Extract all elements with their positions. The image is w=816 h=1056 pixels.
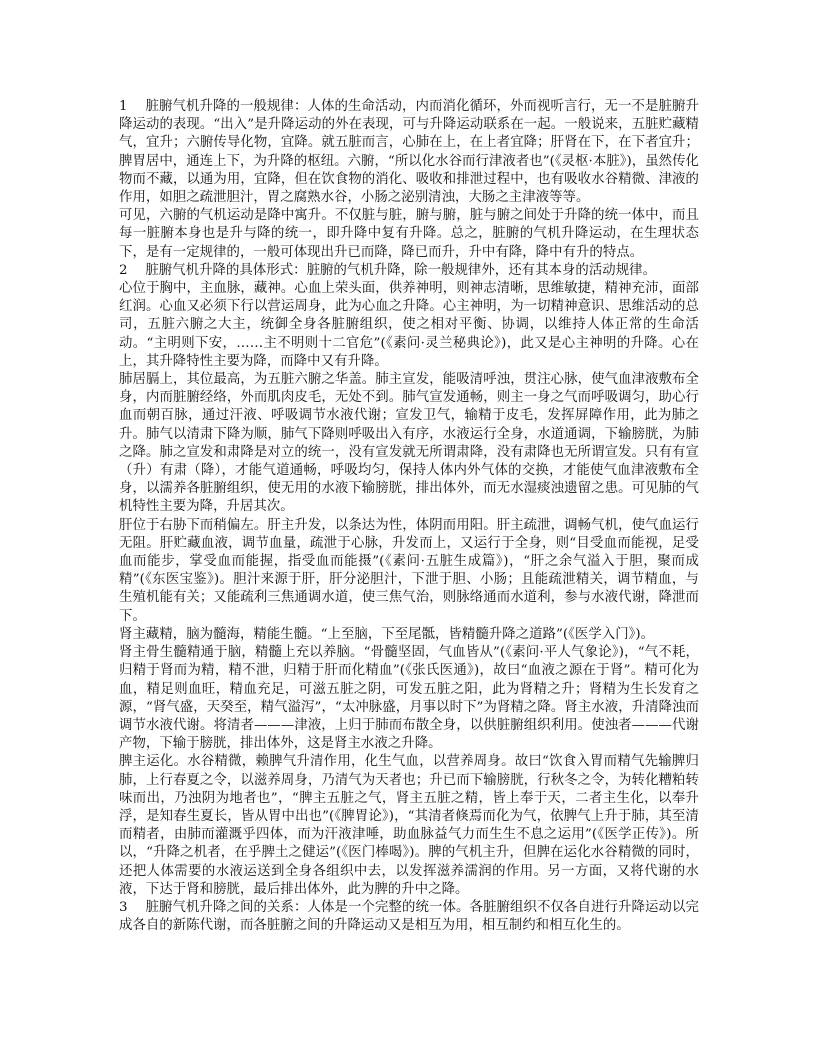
paragraph-lung: 肺居膈上，其位最高，为五脏六腑之华盖。肺主宣发，能吸清呼浊，贯注心脉，使气血津液敷布全身，内而脏腑经络，外而肌肉皮毛，无处不到。肺气宣发通畅，则主一身之气而呼吸调匀，助心行血而朝百脉，通过汗液、呼吸调节水液代谢；宣发卫气，输精于皮毛，发挥屏障作用，此为肺之升。肺气以清肃下降为顺，肺气下降则呼吸出入有序，水液运行全身，水道通调，下输膀胱，为肺之降。肺之宣发和肃降是对立的统一，没有宣发就无所谓肃降，没有肃降也无所谓宣发。只有有宣（升）有肃（降），才能气道通畅，呼吸均匀，保持人体内外气体的交换，才能使气血津液敷布全身，以濡养各脏腑组织，使无用的水液下输膀胱，排出体外，而无水湿痰浊遗留之患。可见肺的气机特性主要为降，升居其次。 [119, 372, 699, 515]
paragraph-kidney-marrow: 肾主骨生髓精通于脑，精髓上充以养脑。“骨髓坚固，气血皆从”(《素问·平人气象论》)，“气不耗，归精于肾而为精，精不泄，归精于肝而化精血”(《张氏医通》)，故曰“血液之源在于肾”。精可化为血，精足则血旺，精血充足，可滋五脏之阴，可发五脏之阳，此为肾精之升；肾精为生长发育之源，“肾气盛，天癸至，精气溢泻”，“太冲脉盛，月事以时下”为肾精之降。肾主水液，升清降浊而调节水液代谢。将清者———津液，上归于肺而布散全身，以供脏腑组织利用。使浊者———代谢产物，下输于膀胱，排出体外，这是肾主水液之升降。 [119, 645, 699, 752]
paragraph-six-fu-ascending: 可见，六腑的气机运动是降中寓升。不仅脏与脏，腑与腑，脏与腑之间处于升降的统一体中，而且每一脏腑本身也是升与降的统一，即升降中复有升降。总之，脏腑的气机升降运动，在生理状态下，是有一定规律的，一般可体现出升已而降，降已而升，升中有降，降中有升的特点。 [119, 208, 699, 260]
paragraph-liver: 肝位于右胁下而稍偏左。肝主升发，以条达为性，体阴而用阳。肝主疏泄，调畅气机，使气血运行无阻。肝贮藏血液，调节血量，疏泄于心脉，升发而上，又运行于全身，则“目受血而能视，足受血而能步，掌受血而能握，指受血而能摄”(《素问·五脏生成篇》)，“肝之余气溢入于胆，聚而成精”(《东医宝鉴》)。胆汁来源于肝，肝分泌胆汁，下泄于胆、小肠；且能疏泄精关，调节精血，与生殖机能有关；又能疏利三焦通调水道，使三焦气治，则脉络通而水道利，参与水液代谢，降泄而下。 [119, 517, 699, 624]
paragraph-heart: 心位于胸中，主血脉，藏神。心血上荣头面，供养神明，则神志清晰，思维敏捷，精神充沛，面部红润。心血又必须下行以营运周身，此为心血之升降。心主神明，为一切精神意识、思维活动的总司，五脏六腑之大主，统御全身各脏腑组织，使之相对平衡、协调，以维持人体正常的生命活动。“主明则下安，……主不明则十二官危”(《素问·灵兰秘典论》)，此又是心主神明的升降。心在上，其升降特性主要为降，而降中又有升降。 [119, 281, 699, 369]
paragraph-relations: 3 脏腑气机升降之间的关系：人体是一个完整的统一体。各脏腑组织不仅各自进行升降运动以完成各自的新陈代谢，而各脏腑之间的升降运动又是相互为用，相互制约和相互化生的。 [119, 899, 699, 934]
document-body [119, 98, 699, 935]
paragraph-general-rule: 1 脏腑气机升降的一般规律：人体的生命活动，内而消化循环，外而视听言行，无一不是脏腑升降运动的表现。“出入”是升降运动的外在表现，可与升降运动联系在一起。一般说来，五脏贮藏精气，宜升；六腑传导化物，宜降。就五脏而言，心肺在上，在上者宜降；肝肾在下，在下者宜升；脾胃居中，通连上下，为升降的枢纽。六腑，“所以化水谷而行津液者也”(《灵枢·本脏》)，虽然传化物而不藏，以通为用，宜降，但在饮食物的消化、吸收和排泄过程中，也有吸收水谷精微、津液的作用，如胆之疏泄胆汁，胃之腐熟水谷，小肠之泌别清浊，大肠之主津液等等。 [119, 99, 699, 206]
paragraph-specific-forms: 2 脏腑气机升降的具体形式：脏腑的气机升降，除一般规律外，还有其本身的活动规律。 [119, 262, 657, 278]
paragraph-kidney-essence: 肾主藏精，脑为髓海，精能生髓。“上至脑，下至尾骶，皆精髓升降之道路”(《医学入门》)。 [119, 626, 655, 642]
paragraph-spleen: 脾主运化。水谷精微，赖脾气升清作用，化生气血，以营养周身。故曰“饮食入胃而精气先输脾归肺，上行春夏之令，以滋养周身，乃清气为天者也；升已而下输膀胱，行秋冬之令，为转化糟粕转味而出，乃浊阴为地者也”，“脾主五脏之气，肾主五脏之精，皆上奉于天，二者主生化，以奉升浮，是知春生夏长，皆从胃中出也”(《脾胃论》)，“其清者倏焉而化为气，依脾气上升于肺，其至清而精者，由肺而灌溉乎四体，而为汗液津唾，助血脉益气力而生生不息之运用”(《医学正传》)。所以，“升降之机者，在乎脾土之健运”(《医门棒喝》)。脾的气机主升，但脾在运化水谷精微的同时，还把人体需要的水液运送到全身各组织中去，以发挥滋养濡润的作用。另一方面，又将代谢的水液，下达于肾和膀胱，最后排出体外，此为脾的升中之降。 [119, 754, 699, 897]
